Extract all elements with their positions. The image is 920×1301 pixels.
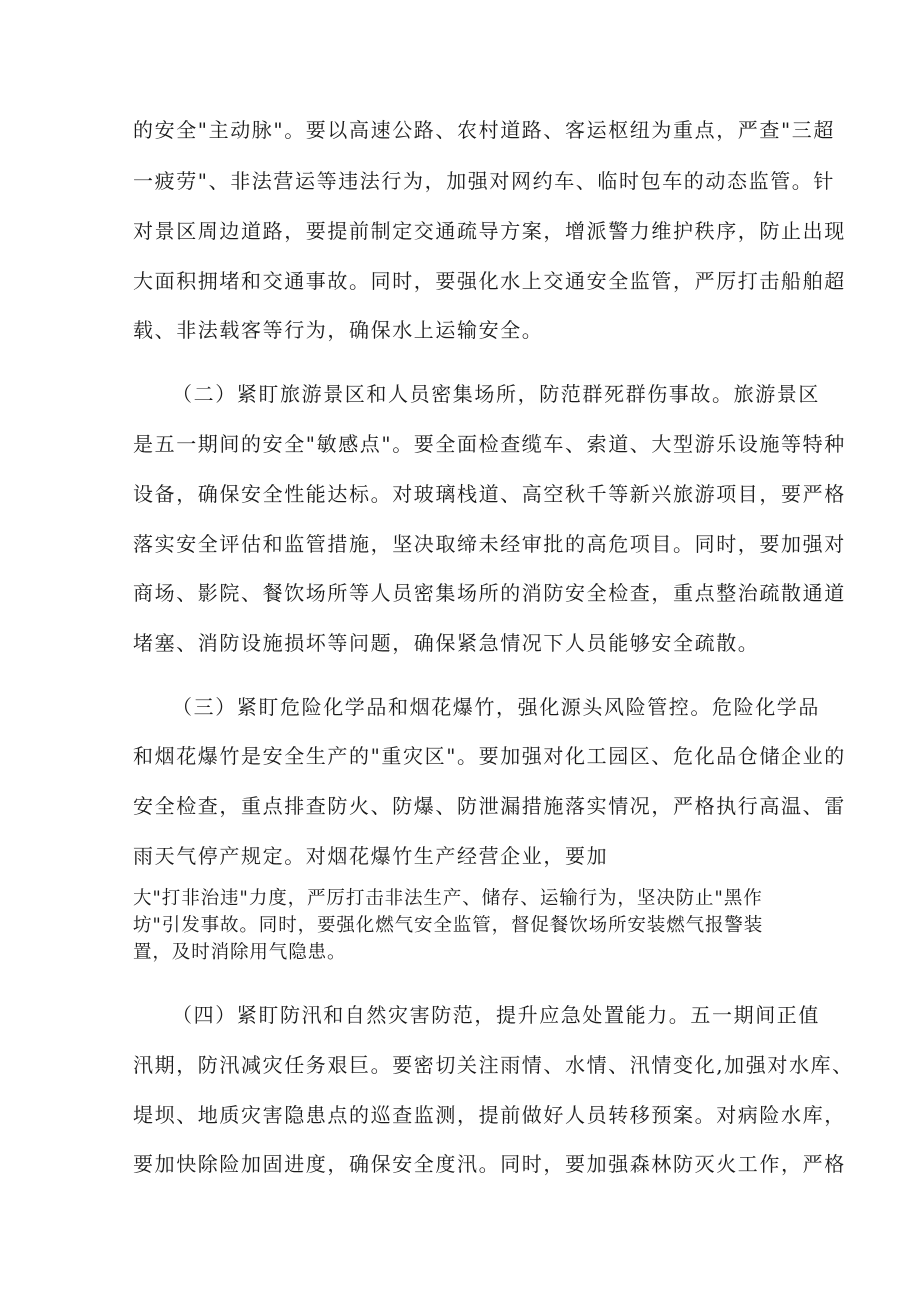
paragraph-4-line: （四）紧盯防汛和自然灾害防范，提升应急处置能力。五一期间正值 bbox=[172, 1003, 820, 1027]
paragraph-1-line: 大面积拥堵和交通事故。同时，要强化水上交通安全监管，严厉打击船舶超 bbox=[133, 269, 846, 293]
paragraph-3-line: 置，及时消除用气隐患。 bbox=[133, 942, 347, 963]
paragraph-1-line: 的安全"主动脉"。要以高速公路、农村道路、客运枢纽为重点，严查"三超 bbox=[133, 118, 835, 142]
paragraph-2-line: 落实安全评估和监管措施，坚决取缔未经审批的高危项目。同时，要加强对 bbox=[133, 532, 846, 556]
paragraph-1-line: 对景区周边道路，要提前制定交通疏导方案，增派警力维护秩序，防止出现 bbox=[133, 219, 846, 243]
paragraph-3-line: 坊"引发事故。同时，要强化燃气安全监管，督促餐饮场所安装燃气报警装 bbox=[133, 915, 764, 936]
paragraph-3-line: 安全检查，重点排查防火、防爆、防泄漏措施落实情况，严格执行高温、雷 bbox=[133, 794, 846, 818]
paragraph-2-line: 是五一期间的安全"敏感点"。要全面检查缆车、索道、大型游乐设施等特种 bbox=[133, 432, 846, 456]
paragraph-1-line: 一疲劳"、非法营运等违法行为，加强对网约车、临时包车的动态监管。针 bbox=[133, 169, 835, 193]
paragraph-1-line: 载、非法载客等行为，确保水上运输安全。 bbox=[133, 318, 544, 342]
paragraph-4-line: 要加快除险加固进度，确保安全度汛。同时，要加强森林防灭火工作，严格 bbox=[133, 1152, 846, 1176]
paragraph-4-line: 堤坝、地质灾害隐患点的巡查监测，提前做好人员转移预案。对病险水库， bbox=[133, 1103, 846, 1127]
paragraph-2-line: （二）紧盯旅游景区和人员密集场所，防范群死群伤事故。旅游景区 bbox=[172, 382, 820, 406]
paragraph-2-line: 堵塞、消防设施损坏等问题，确保紧急情况下人员能够安全疏散。 bbox=[133, 631, 760, 655]
paragraph-4-line: 汛期，防汛减灾任务艰巨。要密切关注雨情、水情、汛情变化,加强对水库、 bbox=[133, 1053, 854, 1077]
paragraph-3-line: （三）紧盯危险化学品和烟花爆竹，强化源头风险管控。危险化学品 bbox=[172, 695, 820, 719]
paragraph-3-line: 雨天气停产规定。对烟花爆竹生产经营企业，要加 bbox=[133, 844, 609, 868]
paragraph-2-line: 商场、影院、餐饮场所等人员密集场所的消防安全检查，重点整治疏散通道 bbox=[133, 581, 846, 605]
paragraph-3-line: 和烟花爆竹是安全生产的"重灾区"。要加强对化工园区、危化品仓储企业的 bbox=[133, 744, 846, 768]
paragraph-2-line: 设备，确保安全性能达标。对玻璃栈道、高空秋千等新兴旅游项目，要严格 bbox=[133, 482, 846, 506]
paragraph-3-line: 大"打非治违"力度，严厉打击非法生产、储存、运输行为，坚决防止"黑作 bbox=[133, 888, 763, 909]
